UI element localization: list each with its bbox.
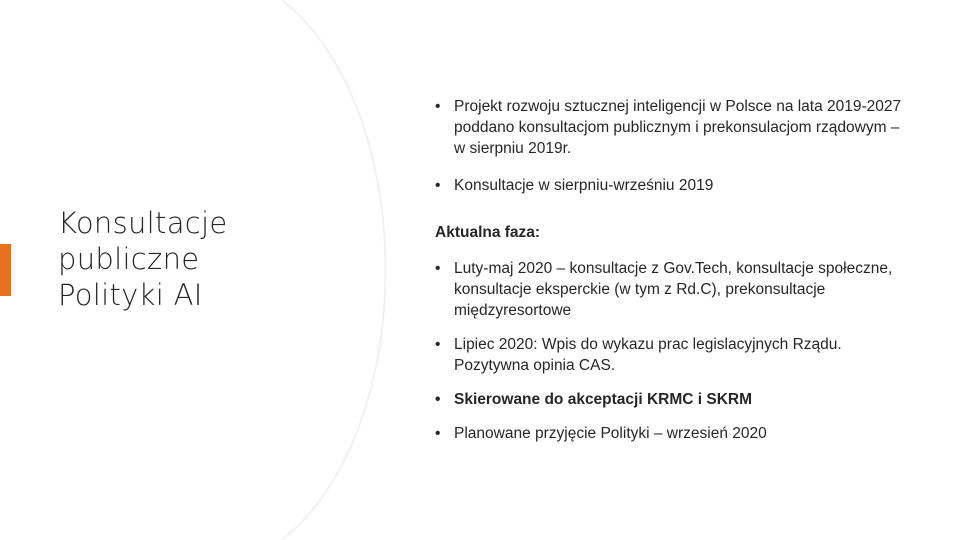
bullet-item-project: • Projekt rozwoju sztucznej inteligencji w Polsce na lata 2019-2027 poddano konsultacjom publicznym i prekonsulacjom rządowym – w sierpniu 2019r.: [435, 96, 905, 159]
title-line-3: Polityki AI: [58, 278, 203, 312]
bullet-item-july: • Lipiec 2020: Wpis do wykazu prac legislacyjnych Rządu. Pozytywna opinia CAS.: [435, 334, 905, 376]
bullet-item-krmc-skrm: • Skierowane do akceptacji KRMC i SKRM: [435, 389, 905, 410]
bullet-item-consultations: • Konsultacje w sierpniu-wrześniu 2019: [435, 175, 905, 196]
bullet-item-feb-may: • Luty-maj 2020 – konsultacje z Gov.Tech, konsultacje społeczne, konsultacje eksperckie (w tym z Rd.C), prekonsultacje międzyresortowe: [435, 258, 905, 321]
bullet-item-planned-adoption: • Planowane przyjęcie Polityki – wrzesień 2020: [435, 423, 905, 444]
intro-bullet-list: [435, 96, 905, 196]
title-line-2: publiczne: [58, 242, 200, 276]
phase-heading: Aktualna faza:: [435, 224, 541, 241]
phase-bullet-list: [435, 258, 905, 444]
title-line-1: Konsultacje: [58, 206, 228, 240]
slide-content: [435, 96, 905, 457]
slide-title: [58, 205, 378, 313]
accent-bar: [0, 244, 11, 296]
